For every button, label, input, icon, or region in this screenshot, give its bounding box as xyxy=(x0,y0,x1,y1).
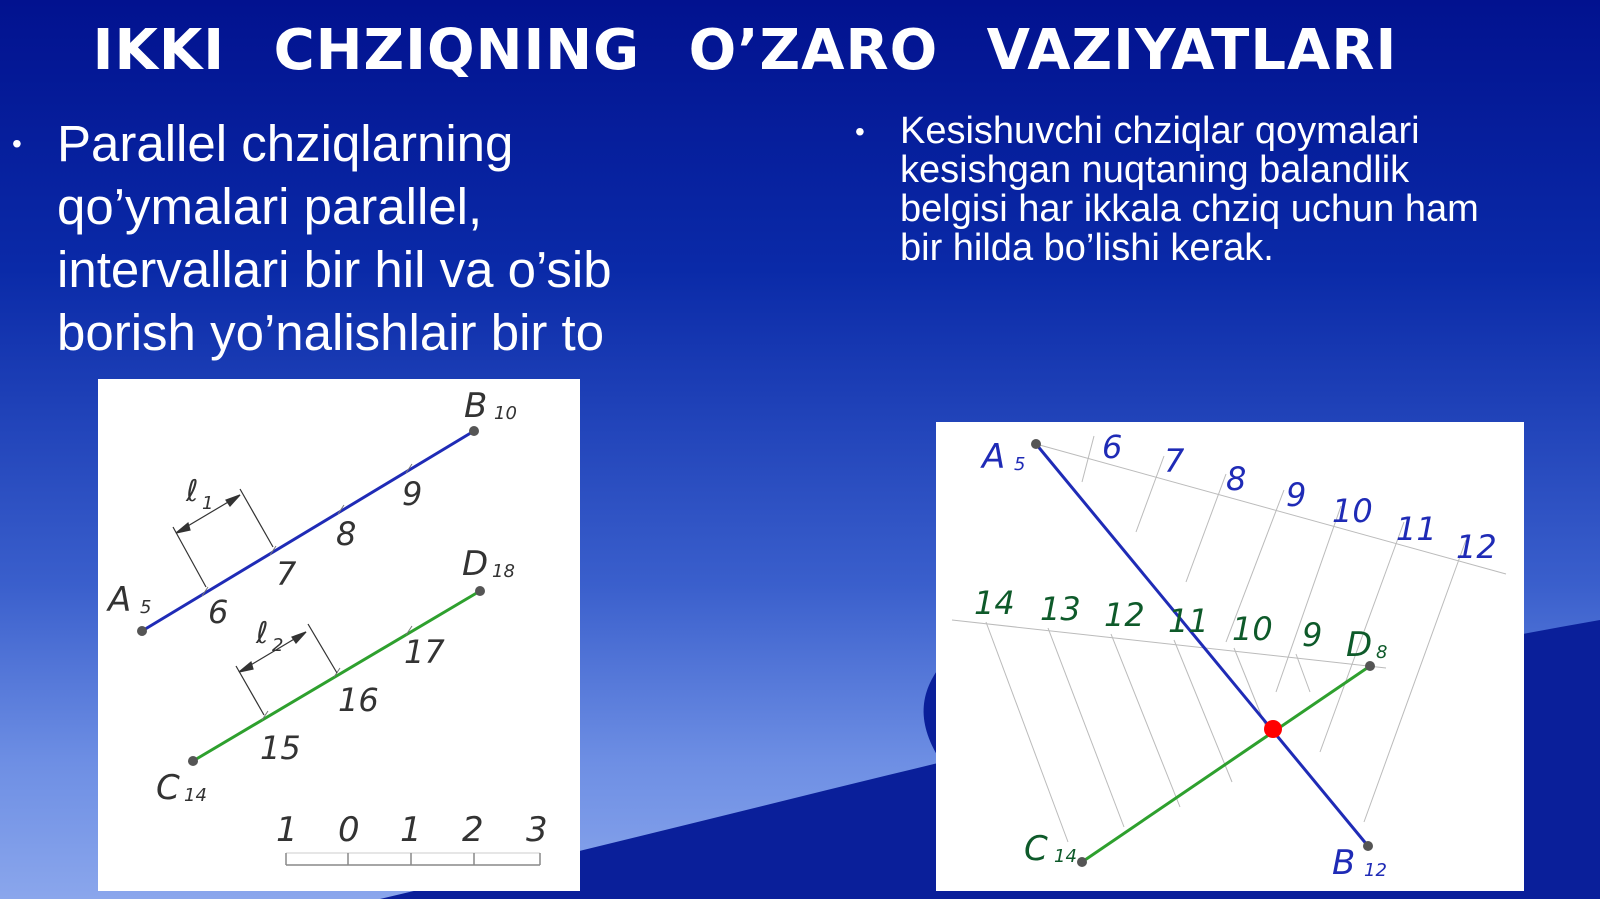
point-a xyxy=(1031,439,1041,449)
point-c xyxy=(188,756,198,766)
label-d-mark: 18 xyxy=(492,561,515,582)
bullet-dot: • xyxy=(855,116,865,147)
scale-label-1b: 1 xyxy=(400,810,422,850)
ab-mark-8: 8 xyxy=(336,515,357,553)
intersection-point xyxy=(1264,720,1282,738)
scale-bar xyxy=(276,810,548,865)
label-a-mark: 5 xyxy=(140,597,152,618)
parallel-lines-drawing xyxy=(98,379,580,891)
ab-mark-6: 6 xyxy=(208,593,229,631)
label-a: A xyxy=(108,580,132,620)
mid-mark-14: 14 xyxy=(974,584,1015,622)
line-cd xyxy=(193,591,480,761)
top-mark-10: 10 xyxy=(1332,492,1373,530)
top-mark-12: 12 xyxy=(1456,528,1497,566)
point-c xyxy=(1077,857,1087,867)
top-mark-9: 9 xyxy=(1286,476,1307,514)
point-d xyxy=(475,586,485,596)
cd-mark-16: 16 xyxy=(338,681,379,719)
label-a: A xyxy=(982,437,1006,477)
mid-mark-9: 9 xyxy=(1302,616,1323,654)
top-mark-11: 11 xyxy=(1396,510,1437,548)
label-c-mark: 14 xyxy=(1054,846,1077,867)
point-b xyxy=(1363,841,1373,851)
bullet-intersecting-lines xyxy=(855,112,1495,268)
bullet-left-text: Parallel chziqlarning qo’ymalari parallel, intervallari bir hil va o’sib borish yo’nalishlair bir to xyxy=(57,115,612,361)
label-d-mark: 8 xyxy=(1376,642,1388,663)
cd-mark-15: 15 xyxy=(260,729,301,767)
line-ab xyxy=(142,431,474,631)
label-b-mark: 10 xyxy=(494,403,517,424)
point-a xyxy=(137,626,147,636)
mid-mark-11: 11 xyxy=(1168,602,1209,640)
label-c-mark: 14 xyxy=(184,785,207,806)
label-d: D xyxy=(1346,625,1373,665)
l1-subscript: 1 xyxy=(202,493,214,514)
label-b: B xyxy=(464,386,488,426)
scale-label-1a: 1 xyxy=(276,810,298,850)
slide-title: IKKI CHZIQNING O’ZARO VAZIYATLARI xyxy=(92,18,1398,83)
label-c: C xyxy=(156,768,180,808)
top-mark-7: 7 xyxy=(1164,442,1185,480)
mid-mark-13: 13 xyxy=(1040,590,1081,628)
line-cd xyxy=(1082,666,1370,862)
intersecting-lines-drawing xyxy=(936,422,1524,891)
l1-label: ℓ xyxy=(186,474,199,509)
bullet-right-text: Kesishuvchi chziqlar qoymalari kesishgan nuqtaning balandlik belgisi har ikkala chziq uchun ham bir hilda bo’lishi kerak. xyxy=(900,110,1479,269)
parallel-lines-figure xyxy=(98,379,580,891)
scale-label-3: 3 xyxy=(526,810,548,850)
l2-subscript: 2 xyxy=(272,635,284,656)
intersecting-lines-figure xyxy=(936,422,1524,891)
label-c: C xyxy=(1024,829,1048,869)
l2-label: ℓ xyxy=(256,616,269,651)
scale-label-0: 0 xyxy=(338,810,360,850)
label-b-mark: 12 xyxy=(1364,860,1387,881)
label-d: D xyxy=(462,544,489,584)
ab-mark-9: 9 xyxy=(402,475,423,513)
bullet-parallel-lines xyxy=(12,112,672,364)
top-mark-6: 6 xyxy=(1102,428,1123,466)
label-b: B xyxy=(1332,843,1356,883)
top-mark-8: 8 xyxy=(1226,460,1247,498)
bullet-dot: • xyxy=(12,128,22,159)
cd-mark-17: 17 xyxy=(404,633,445,671)
mid-mark-12: 12 xyxy=(1104,596,1145,634)
scale-label-2: 2 xyxy=(462,810,484,850)
l2-dimension xyxy=(236,624,337,715)
label-a-mark: 5 xyxy=(1014,454,1026,475)
point-b xyxy=(469,426,479,436)
ab-mark-7: 7 xyxy=(276,555,297,593)
mid-mark-10: 10 xyxy=(1232,610,1273,648)
